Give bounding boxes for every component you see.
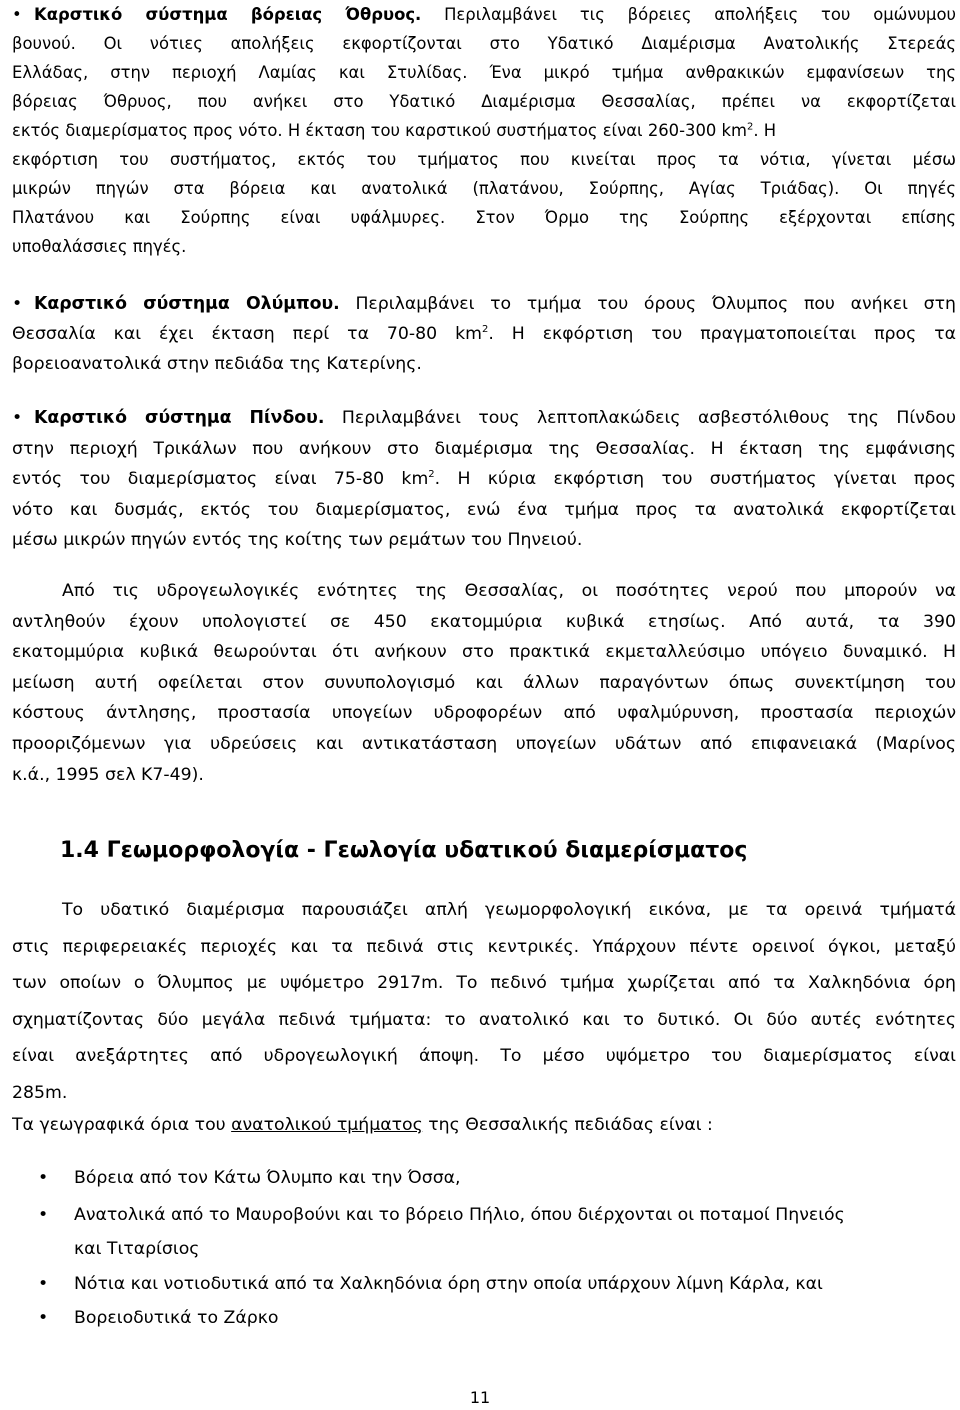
bullet-title: Καρστικό σύστημα Ολύμπου. xyxy=(34,294,340,314)
paragraph-groundwater: Από τις υδρογεωλογικές ενότητες της Θεσσαλίας, οι ποσότητες νερού που μπορούν να αντληθούν έχουν υπολογιστεί σε 450 εκατομμύρια κυβικά ετησίως. Από αυτά, τα 390 εκατομμύρια κυβικά θεωρούνται ότι ανήκουν στο πρακτικά εκμεταλλεύσιμο υπόγειο δυναμικό. Η μείωση αυτή οφείλεται στον συνυπολογισμό και άλλων παραγόντων όπως συνεκτίμηση του κόστους άντλησης, προστασία υπογείων υδροφορέων από υφαλμύρυνση, προστασία περιοχών προοριζόμενων για υδρεύσεις και αντικατάσταση υπογείων υδάτων από επιφανειακά (Μαρίνος κ.ά., 1995 σελ Κ7-49). xyxy=(12,581,956,785)
underlined-term: ανατολικού τμήματος xyxy=(231,1115,423,1135)
page-number: 11 xyxy=(469,1388,491,1407)
bullet-icon: • xyxy=(12,5,22,24)
karst-system-olympus: • Καρστικό σύστημα Ολύμπου. Περιλαμβάνει το τμήμα του όρους Όλυμπος που ανήκει στη Θεσσαλία και έχει έκταση περί τα 70-80 $km^2$. Η εκφόρτιση του πραγματοποιείται προς τα βορειοανατολικά στην πεδιάδα της Κατερίνης. xyxy=(12,289,956,379)
section-heading: 1.4 Γεωμορφολογία - Γεωλογία υδατικού διαμερίσματος xyxy=(60,838,748,863)
bullet-icon: • xyxy=(38,1168,49,1188)
bullet-icon: • xyxy=(38,1205,49,1225)
paragraph-geomorphology: Το υδατικό διαμέρισμα παρουσιάζει απλή γεωμορφολογική εικόνα, με τα ορεινά τμήματά στις περιφερειακές περιοχές και τα πεδινά στις κεντρικές. Υπάρχουν πέντε ορεινοί όγκοι, μεταξύ των οποίων ο Όλυμπος με υψόμετρο 2917m. Το πεδινό τμήμα χωρίζεται από τα Χαλκηδόνια όρη σχηματίζοντας δύο μεγάλα πεδινά τμήματα: το ανατολικό και το δυτικό. Οι δύο αυτές ενότητες είναι ανεξάρτητες από υδρογεωλογική άποψη. Το μέσο υψόμετρο του διαμερίσματος είναι 285m. xyxy=(12,900,956,1103)
karst-system-othrys: • Καρστικό σύστημα βόρειας Όθρυος. Περιλαμβάνει τις βόρειες απολήξεις του ομώνυμου βουνού. Οι νότιες απολήξεις εκφορτίζονται στο Υδατικό Διαμέρισμα Ανατολικής Στερεάς Ελλάδας, στην περιοχή Λαμίας και Στυλίδας. Ένα μικρό τμήμα ανθρακικών εμφανίσεων της βόρειας Όθρυος, που ανήκει στο Υδατικό Διαμέρισμα Θεσσαλίας, πρέπει να εκφορτίζεται εκτός διαμερίσματος προς νότο. Η έκταση του καρστικού συστήματος είναι 260-300 $km^2$. Η εκφόρτιση του συστήματος, εκτός του τμήματος που κινείται προς τα νότια, γίνεται μέσω μικρών πηγών στα βόρεια και ανατολικά (πλατάνου, Σούρπης, Αγίας Τριάδας). Οι πηγές Πλατάνου και Σούρπης είναι υφάλμυρες. Στον Όρμο της Σούρπης εξέρχονται επίσης υποθαλάσσιες πηγές. xyxy=(12,0,956,261)
bullet-title: Καρστικό σύστημα Πίνδου. xyxy=(34,408,325,428)
karst-system-pindos: • Καρστικό σύστημα Πίνδου. Περιλαμβάνει τους λεπτοπλακώδεις ασβεστόλιθους της Πίνδου στην περιοχή Τρικάλων που ανήκουν στο διαμέρισμα της Θεσσαλίας. Η έκταση της εμφάνισης εντός του διαμερίσματος είναι 75-80 $km^2$. Η κύρια εκφόρτιση του συστήματος γίνεται προς νότο και δυσμάς, εκτός του διαμερίσματος, ενώ ένα τμήμα προς τα ανατολικά εκφορτίζεται μέσω μικρών πηγών εντός της κοίτης των ρεμάτων του Πηνειού. xyxy=(12,403,956,556)
boundaries-intro: Τα γεωγραφικά όρια του ανατολικού τμήματος της Θεσσαλικής πεδιάδας είναι : xyxy=(12,1115,713,1135)
bullet-icon: • xyxy=(38,1274,49,1294)
bullet-icon: • xyxy=(12,294,23,314)
bullet-icon: • xyxy=(38,1308,49,1328)
bullet-icon: • xyxy=(12,408,23,428)
document-page: • Καρστικό σύστημα βόρειας Όθρυος. Περιλαμβάνει τις βόρειες απολήξεις του ομώνυμου βουνού. Οι νότιες απολήξεις εκφορτίζονται στο Υδατικό Διαμέρισμα Ανατολικής Στερεάς Ελλάδας, στην περιοχή Λαμίας και Στυλίδας. Ένα μικρό τμήμα ανθρακικών εμφανίσεων της βόρειας Όθρυος, που ανήκει στο Υδατικό Διαμέρισμα Θεσσαλίας, πρέπει να εκφορτίζεται εκτός διαμερίσματος προς νότο. Η έκταση του καρστικού συστήματος είναι 260-300 $km^2$. Η εκφόρτιση του συστήματος, εκτός του τμήματος που κινείται προς τα νότια, γίνεται μέσω μικρών πηγών στα βόρεια και ανατολικά (πλατάνου, Σούρπης, Αγίας Τριάδας). Οι πηγές Πλατάνου και Σούρπης είναι υφάλμυρες. Στον Όρμο της Σούρπης εξέρχονται επίσης υποθαλάσσιες πηγές. • Καρστικό σύστημα Ολύμπου. Περιλαμβάνει το τμήμα του όρους Όλυμπος που ανήκει στη Θεσσαλία και έχει έκταση περί τα 70-80 $km^2$. Η εκφόρτιση του πραγματοποιείται προς τα βορειοανατολικά στην πεδιάδα της Κατερίνης. • Καρστικό σύστημα Πίνδου. Περιλαμβάνει τους λεπτοπλακώδεις ασβεστόλιθους της Πίνδου στην περιοχή Τρικάλων που ανήκουν στο διαμέρισμα της Θεσσαλίας. Η έκταση της εμφάνισης εντός του διαμερίσματος είναι 75-80 $km^2$. Η κύρια εκφόρτιση του συστήματος γίνεται προς νότο και δυσμάς, εκτός του διαμερίσματος, ενώ ένα τμήμα προς τα ανατολικά εκφορτίζεται μέσω μικρών πηγών εντός της κοίτης των ρεμάτων του Πηνειού. Από τις υδρογεωλογικές ενότητες της Θεσσαλίας, οι ποσότητες νερού που μπορούν να αντληθούν έχουν υπολογιστεί σε 450 εκατομμύρια κυβικά ετησίως. Από αυτά, τα 390 εκατομμύρια κυβικά θεωρούνται ότι ανήκουν στο πρακτικά εκμεταλλεύσιμο υπόγειο δυναμικό. Η μείωση αυτή οφείλεται στον συνυπολογισμό και άλλων παραγόντων όπως συνεκτίμηση του κόστους άντλησης, προστασία υπογείων υδροφορέων από υφαλμύρυνση, προστασία περιοχών προοριζόμενων για υδρεύσεις και αντικατάσταση υπογείων υδάτων από επιφανειακά (Μαρίνος κ.ά., 1995 σελ Κ7-49). 1.4 Γεωμορφολογία - Γεωλογία υδατικού διαμερίσματος Το υδατικό διαμέρισμα παρουσιάζει απλή γεωμορφολογική εικόνα, με τα ορεινά τμήματά στις περιφερειακές περιοχές και τα πεδινά στις κεντρικές. Υπάρχουν πέντε ορεινοί όγκοι, μεταξύ των οποίων ο Όλυμπος με υψόμετρο 2917m. Το πεδινό τμήμα χωρίζεται από τα Χαλκηδόνια όρη σχηματίζοντας δύο μεγάλα πεδινά τμήματα: το ανατολικό και το δυτικό. Οι δύο αυτές ενότητες είναι ανεξάρτητες από υδρογεωλογική άποψη. Το μέσο υψόμετρο του διαμερίσματος είναι 285m. Τα γεωγραφικά όρια του ανατολικού τμήματος της Θεσσαλικής πεδιάδας είναι : • Βόρεια από τον Κάτω Όλυμπο και την Όσσα, • Ανατολικά από το Μαυροβούνι και το βόρειο Πήλιο, όπου διέρχονται οι ποταμοί Πηνειός και Τιταρίσιος • Νότια και νοτιοδυτικά από τα Χαλκηδόνια όρη στην οποία υπάρχουν λίμνη Κάρλα, και • Βορειοδυτικά το Ζάρκο 11 xyxy=(0,0,960,1410)
bullet-title: Καρστικό σύστημα βόρειας Όθρυος. xyxy=(34,5,422,24)
